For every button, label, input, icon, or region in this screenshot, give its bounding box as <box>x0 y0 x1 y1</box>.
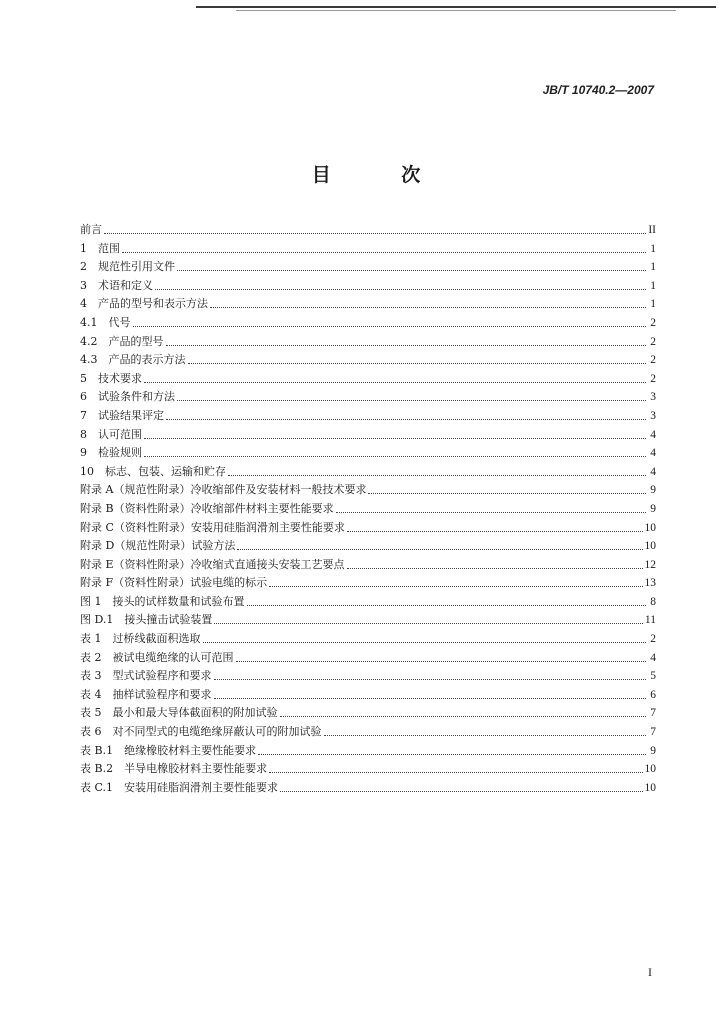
toc-leader-dots <box>144 426 646 439</box>
toc-entry[interactable] <box>80 481 656 500</box>
toc-entry-label: 附录 E（资料性附录）冷收缩式直通接头安装工艺要点 <box>80 557 345 571</box>
toc-entry-page: 1 <box>650 279 656 292</box>
toc-entry-page: 13 <box>644 577 656 590</box>
toc-entry-label: 附录 A（规范性附录）冷收缩部件及安装材料一般技术要求 <box>80 483 367 497</box>
toc-entry-page: 8 <box>650 595 656 608</box>
toc-leader-dots <box>133 314 647 327</box>
toc-entry-page: 5 <box>650 670 656 683</box>
top-rule <box>196 6 716 8</box>
toc-leader-dots <box>347 519 643 532</box>
toc-entry-label: 附录 D（规范性附录）试验方法 <box>80 539 236 553</box>
toc-entry-page: 10 <box>644 763 656 776</box>
toc-entry-page: 11 <box>644 614 656 627</box>
toc-leader-dots <box>324 723 647 736</box>
toc-entry-label: 表 1 过桥线截面积选取 <box>80 632 201 646</box>
toc-entry[interactable] <box>80 258 656 277</box>
toc-entry-label: 6 试验条件和方法 <box>80 390 175 404</box>
toc-entry[interactable] <box>80 704 656 723</box>
toc-entry-label: 表 B.1 绝缘橡胶材料主要性能要求 <box>80 743 257 757</box>
toc-entry-label: 图 1 接头的试样数量和试验布置 <box>80 594 245 608</box>
toc-entry-page: 4 <box>650 465 656 478</box>
toc-entry[interactable] <box>80 686 656 705</box>
toc-leader-dots <box>269 760 642 773</box>
toc-leader-dots <box>228 463 646 476</box>
toc-entry-label: 10 标志、包装、运输和贮存 <box>80 464 226 478</box>
toc-entry[interactable] <box>80 388 656 407</box>
toc-leader-dots <box>203 630 647 643</box>
toc-entry[interactable] <box>80 333 656 352</box>
toc-entry-page: 1 <box>650 242 656 255</box>
toc-entry-page: 3 <box>650 409 656 422</box>
toc-entry[interactable] <box>80 221 656 240</box>
toc-entry[interactable] <box>80 240 656 259</box>
toc-entry-page: 10 <box>644 781 656 794</box>
toc-leader-dots <box>214 686 647 699</box>
toc-entry-page: 12 <box>644 558 656 571</box>
toc-entry[interactable] <box>80 649 656 668</box>
toc-entry-page: 3 <box>650 391 656 404</box>
table-of-contents <box>80 221 656 797</box>
toc-entry-label: 4.1 代号 <box>80 315 131 329</box>
toc-entry-page: 4 <box>650 651 656 664</box>
toc-entry-label: 5 技术要求 <box>80 371 142 385</box>
toc-entry-label: 8 认可范围 <box>80 427 142 441</box>
toc-entry[interactable] <box>80 611 656 630</box>
toc-entry-label: 附录 C（资料性附录）安装用硅脂润滑剂主要性能要求 <box>80 520 345 534</box>
toc-entry-page: 7 <box>650 726 656 739</box>
toc-leader-dots <box>166 333 647 346</box>
toc-entry[interactable] <box>80 723 656 742</box>
toc-entry-label: 表 6 对不同型式的电缆绝缘屏蔽认可的附加试验 <box>80 725 322 739</box>
toc-entry-label: 1 范围 <box>80 241 120 255</box>
toc-entry[interactable] <box>80 370 656 389</box>
toc-entry-label: 2 规范性引用文件 <box>80 260 175 274</box>
toc-entry-page: 2 <box>650 633 656 646</box>
toc-entry-page: 2 <box>650 335 656 348</box>
toc-entry[interactable] <box>80 593 656 612</box>
toc-entry[interactable] <box>80 351 656 370</box>
toc-entry-page: 6 <box>650 688 656 701</box>
toc-entry-label: 表 5 最小和最大导体截面积的附加试验 <box>80 706 278 720</box>
toc-entry[interactable] <box>80 779 656 798</box>
toc-entry-page: II <box>648 224 656 236</box>
toc-entry[interactable] <box>80 667 656 686</box>
toc-leader-dots <box>236 649 647 662</box>
toc-entry-page: 7 <box>650 707 656 720</box>
toc-leader-dots <box>177 388 646 401</box>
toc-entry-page: 4 <box>650 428 656 441</box>
toc-entry-label: 图 D.1 接头撞击试验装置 <box>80 613 213 627</box>
toc-leader-dots <box>155 277 646 290</box>
toc-entry[interactable] <box>80 742 656 761</box>
page-number: I <box>648 965 652 979</box>
toc-entry-page: 9 <box>650 744 656 757</box>
toc-entry-label: 4 产品的型号和表示方法 <box>80 297 208 311</box>
toc-entry[interactable] <box>80 760 656 779</box>
toc-entry-label: 3 术语和定义 <box>80 278 153 292</box>
toc-leader-dots <box>237 537 642 550</box>
toc-leader-dots <box>368 481 646 494</box>
toc-entry[interactable] <box>80 556 656 575</box>
toc-entry-page: 1 <box>650 298 656 311</box>
toc-entry-page: 9 <box>650 502 656 515</box>
toc-entry[interactable] <box>80 463 656 482</box>
toc-leader-dots <box>144 370 646 383</box>
toc-leader-dots <box>214 667 647 680</box>
toc-leader-dots <box>177 258 646 271</box>
toc-leader-dots <box>166 407 646 420</box>
toc-entry-page: 10 <box>644 521 656 534</box>
toc-entry-label: 4.3 产品的表示方法 <box>80 353 186 367</box>
toc-entry-page: 2 <box>650 354 656 367</box>
toc-entry-label: 表 B.2 半导电橡胶材料主要性能要求 <box>80 762 268 776</box>
toc-entry-label: 表 4 抽样试验程序和要求 <box>80 687 212 701</box>
toc-entry[interactable] <box>80 426 656 445</box>
toc-leader-dots <box>280 704 647 717</box>
toc-entry[interactable] <box>80 314 656 333</box>
toc-leader-dots <box>247 593 647 606</box>
toc-leader-dots <box>347 556 643 569</box>
toc-entry-label: 9 检验规则 <box>80 446 142 460</box>
toc-entry[interactable] <box>80 444 656 463</box>
toc-entry-page: 2 <box>650 316 656 329</box>
toc-entry-label: 4.2 产品的型号 <box>80 334 164 348</box>
toc-leader-dots <box>122 240 646 253</box>
toc-entry-page: 1 <box>650 261 656 274</box>
page-title: 目 次 <box>311 164 453 186</box>
toc-leader-dots <box>214 611 643 624</box>
toc-entry[interactable] <box>80 537 656 556</box>
toc-entry[interactable] <box>80 519 656 538</box>
toc-leader-dots <box>188 351 647 364</box>
toc-entry[interactable] <box>80 500 656 519</box>
toc-leader-dots <box>336 500 646 513</box>
toc-entry[interactable] <box>80 574 656 593</box>
toc-leader-dots <box>258 742 646 755</box>
toc-entry[interactable] <box>80 407 656 426</box>
toc-entry-page: 10 <box>644 540 656 553</box>
toc-leader-dots <box>144 444 646 457</box>
toc-leader-dots <box>280 779 642 792</box>
toc-leader-dots <box>269 574 642 587</box>
toc-entry[interactable] <box>80 630 656 649</box>
toc-leader-dots <box>104 221 646 234</box>
document-code: JB/T 10740.2—2007 <box>542 83 654 97</box>
toc-entry-page: 9 <box>650 484 656 497</box>
top-rule-thin <box>236 10 676 11</box>
toc-entry-label: 表 C.1 安装用硅脂润滑剂主要性能要求 <box>80 780 279 794</box>
toc-entry-label: 7 试验结果评定 <box>80 408 164 422</box>
toc-entry-label: 附录 F（资料性附录）试验电缆的标示 <box>80 576 268 590</box>
toc-entry[interactable] <box>80 295 656 314</box>
toc-entry-label: 前言 <box>80 223 102 236</box>
toc-entry-page: 2 <box>650 372 656 385</box>
toc-entry-label: 表 3 型式试验程序和要求 <box>80 669 212 683</box>
toc-entry[interactable] <box>80 277 656 296</box>
toc-entry-page: 4 <box>650 447 656 460</box>
toc-entry-label: 表 2 被试电缆绝缘的认可范围 <box>80 650 234 664</box>
toc-entry-label: 附录 B（资料性附录）冷收缩部件材料主要性能要求 <box>80 501 334 515</box>
toc-leader-dots <box>210 295 646 308</box>
